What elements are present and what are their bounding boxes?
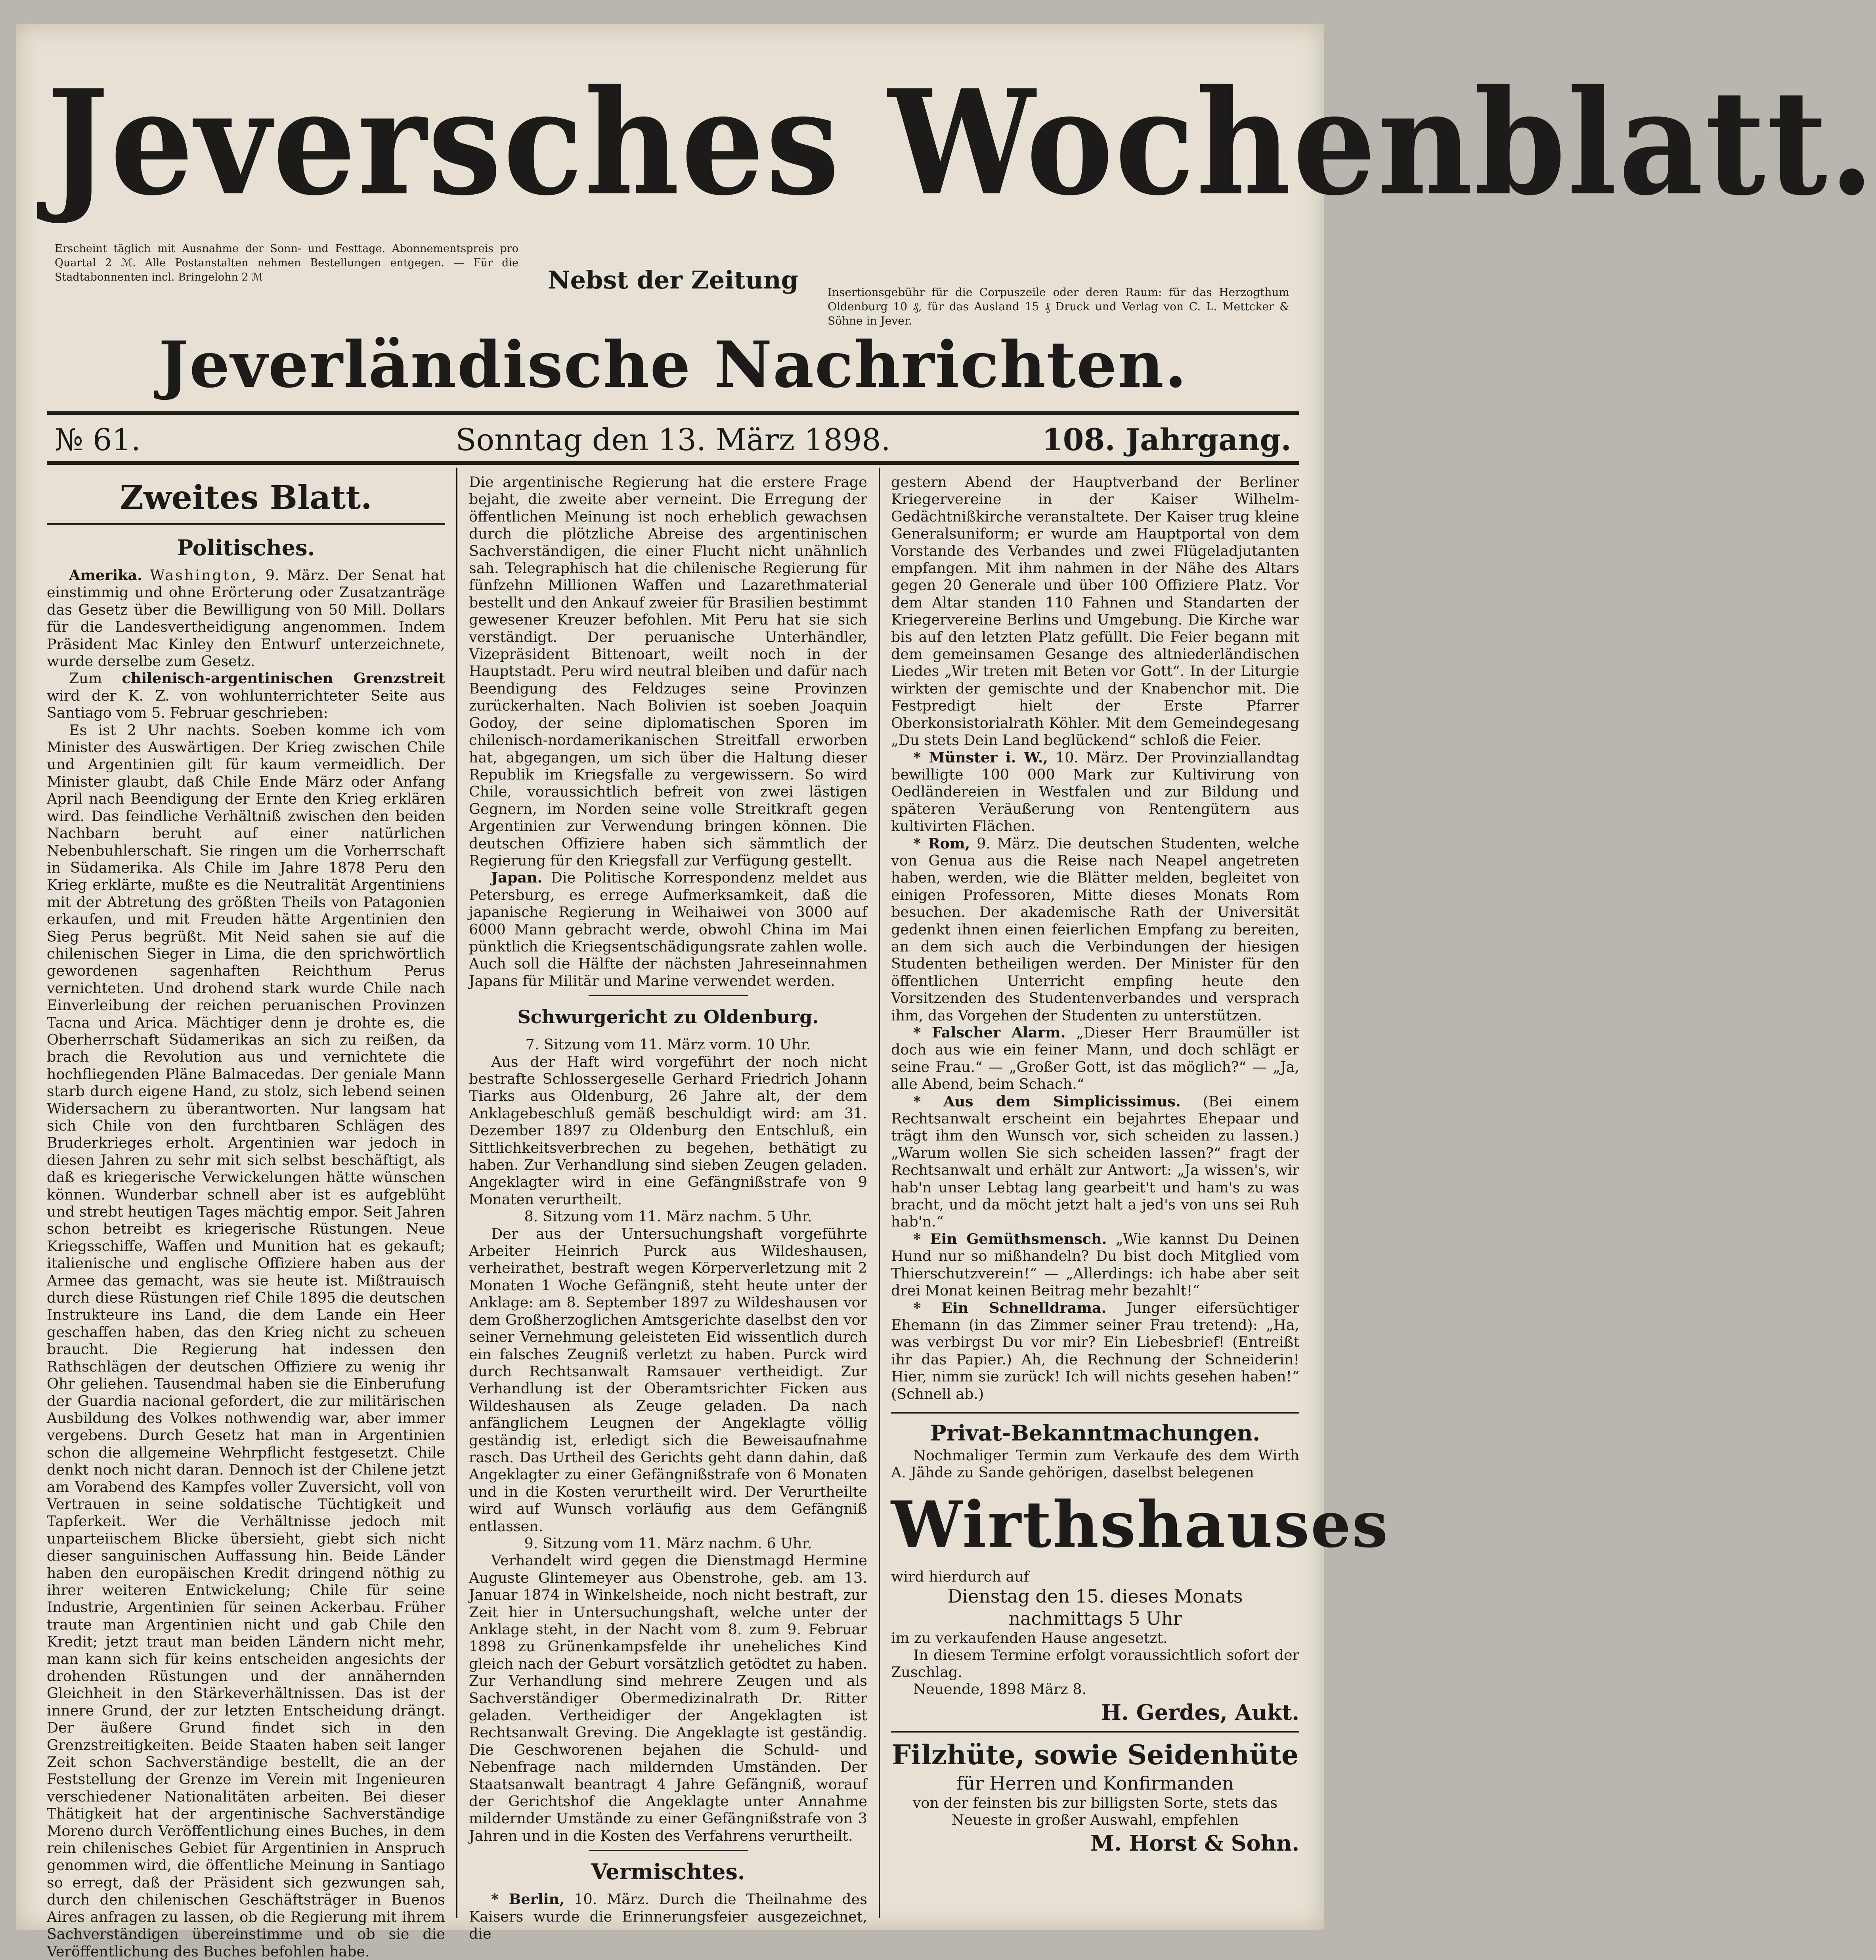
article-text: 10. März. Durch die Theilnahme des Kaisers wurde die Erinnerungsfeier ausgezeichnet, die xyxy=(469,1891,867,1943)
page-content xyxy=(47,24,1876,1960)
article-paragraph: Der aus der Untersuchungshaft vorgeführte Arbeiter Heinrich Purck aus Wildeshausen, verheirathet, bestraft wegen Körperverletzung mit 2 Monaten 1 Woche Gefängniß, steht heute unter der Anklage: am 8. September 1897 zu Wildeshausen vor dem Großherzoglichen Amtsgerichte daselbst den vor seiner Vernehmung geleisteten Eid wissentlich durch ein falsches Zeugniß verletzt zu haben. Purck wird durch Rechtsanwalt Ramsauer vertheidigt. Zur Verhandlung ist der Oberamtsrichter Ficken aus Wildeshausen als Zeuge geladen. Da nach anfänglichem Leugnen der Angeklagte völlig geständig ist, erledigt sich die Beweisaufnahme rasch. Das Urtheil des Gerichts geht dann dahin, daß Angeklagter zu einer Gefängnißstrafe von 6 Monaten und in die Kosten verurtheilt wird. Der Verurtheilte wird auf Wunsch vorläufig aus dem Gefängniß entlassen. xyxy=(469,1225,867,1535)
article-berlin xyxy=(469,1891,867,1942)
subscription-notice: Erscheint täglich mit Ausnahme der Sonn- und Festtage. Abonnementspreis pro Quartal 2 ℳ. Alle Postanstalten nehmen Bestellungen entgegen. — Für die Stadtabonnenten incl. Bringelohn 2 ℳ xyxy=(55,243,518,283)
article-paragraph: Es ist 2 Uhr nachts. Soeben komme ich vom Minister des Auswärtigen. Der Krieg zwischen Chile und Argentinien gilt für kaum vermeidlich. Der Minister glaubt, daß Chile Ende März oder Anfang April nach Beendigung der Ernte den Krieg erklären wird. Das feindliche Verhältniß zwischen den beiden Nachbarn beruht auf einer natürlichen Nebenbuhlerschaft. Sie ringen um die Vorherrschaft in Südamerika. Als Chile im Jahre 1878 Peru den Krieg erklärte, mußte es die Neutralität Argentiniens mit der Abtretung des größten Theils von Patagonien erkaufen, und mit Freuden hätte Argentinien den Sieg Perus begrüßt. Mit Neid sahen sie auf die chilenischen Sieger in Lima, die den sprichwörtlich gewordenen sagenhaften Reichthum Perus vernichteten. Und drohend stark wurde Chile nach Einverleibung der reichen peruanischen Provinzen Tacna und Arica. Mächtiger denn je drohte es, die Oberherrschaft Südamerikas an sich zu reißen, da brach die Revolution aus und vernichtete die hochfliegenden Pläne Balmacedas. Der geniale Mann starb durch eigene Hand, zu stolz, sich lebend seinen Widersachern zu überantworten. Nur langsam hat sich Chile von den furchtbaren Schlägen des Bruderkrieges erholt. Argentinien war jedoch in diesen Jahren zu sehr mit sich selbst beschäftigt, als daß es kriegerische Verwickelungen hätte wünschen können. Wunderbar schnell aber ist es aufgeblüht und strebt heutigen Tages mächtig empor. Seit Jahren schon betreibt es kriegerische Rüstungen. Neue Kriegsschiffe, Waffen und Munition hat es gekauft; italienische und englische Offiziere haben aus der Armee das gemacht, was sie heute ist. Mißtrauisch durch diese Rüstungen rief Chile 1895 die deutschen Instrukteure ins Land, die dem Lande ein Heer geschaffen haben, das den Krieg nicht zu scheuen braucht. Die Regierung hat indessen den Rathschlägen der deutschen Offiziere zu wenig ihr Ohr geliehen. Tausendmal haben sie die Einberufung der Guardia nacional gefordert, die zur militärischen Ausbildung des Volkes nothwendig war, aber immer vergebens. Durch Gesetz hat man in Argentinien schon die allgemeine Wehrpflicht festgesetzt. Chile denkt noch nicht daran. Dennoch ist der Chilene jetzt am Vorabend des Kampfes voller Zuversicht, voll von Vertrauen in seine soldatische Tüchtigkeit und Tapferkeit. Wer die Verhältnisse jedoch mit unparteiischem Blicke übersieht, giebt sich nicht dieser sanguinischen Auffassung hin. Beide Länder haben den europäischen Kredit dringend nöthig zu ihrer weiteren Entwickelung; Chile für seine Industrie, Argentinien für seinen Ackerbau. Früher traute man Argentinien nicht und gab Chile den Kredit; jetzt traut man beiden Ländern nicht mehr, man kann sich für keins entscheiden angesichts der drohenden Rüstungen und der annähernden Gleichheit in den Stärkeverhältnissen. Das ist der innere Grund, der zur letzten Entscheidung drängt. Der äußere Grund findet sich in den Grenzstreitigkeiten. Beide Staaten haben seit langer Zeit schon Sachverständige bestellt, die an der Feststellung der Grenze im Verein mit Ingenieuren verschiedener Nationalitäten arbeiten. Bei dieser Thätigkeit hat der argentinische Sachverständige Moreno durch Veröffentlichung eines Buches, in dem rein chilenisches Gebiet für Argentinien in Anspruch genommen wird, die öffentliche Meinung in Santiago so erregt, daß der Präsident sich gezwungen sah, durch den chilenischen Geschäftsträger in Buenos Aires anfragen zu lassen, ob die Regierung mit ihrem Sachverständigen übereinstimme und ob sie die Veröffentlichung des Buches befohlen habe. xyxy=(47,721,445,1960)
article-rom xyxy=(891,835,1299,1024)
article-text: „Dieser Herr Braumüller ist doch aus wie ein feiner Mann, und doch schlägt er seine Frau.“ — „Großer Gott, ist das möglich?“ — „Ja, alle Abend, beim Schach.“ xyxy=(891,1024,1299,1093)
article-japan xyxy=(469,869,867,990)
article-paragraph: Die argentinische Regierung hat die erstere Frage bejaht, die zweite aber verneint. Die Erregung der öffentlichen Meinung ist noch erheblich gewachsen durch die plötzliche Abreise des argentinischen Sachverständigen, die einer Flucht nicht unähnlich sah. Telegraphisch hat die chilenische Regierung für fünfzehn Millionen Waffen und Lazarethmaterial bestellt und den Ankauf zweier für Brasilien bestimmt gewesener Kreuzer befohlen. Mit Peru hat sie sich verständigt. Der peruanische Unterhändler, Vizepräsident Bittenoart, weilt noch in der Hauptstadt. Peru wird neutral bleiben und dafür nach Beendigung des Feldzuges seine Provinzen zurückerhalten. Nach Bolivien ist soeben Joaquin Godoy, der seine diplomatischen Sporen im chilenisch-nordamerikanischen Streitfall erworben hat, abgegangen, um sich über die Haltung dieser Republik im Kriegsfalle zu vergewissern. So wird Chile, voraussichtlich befreit von zwei lästigen Gegnern, im Norden seine volle Streitkraft gegen Argentinien zur Verwendung bringen können. Die deutschen Offiziere haben sich sämmtlich der Regierung für den Kriegsfall zur Verfügung gestellt. xyxy=(469,474,867,869)
column-2 xyxy=(469,474,867,1943)
article-paragraph: Aus der Haft wird vorgeführt der noch nicht bestrafte Schlossergeselle Gerhard Friedrich Johann Tiarks aus Oldenburg, 26 Jahre alt, der dem Anklagebeschluß gemäß beschuldigt wird: am 31. Dezember 1897 zu Oldenburg den Entschluß, ein Sittlichkeitsverbrechen zu begehen, bethätigt zu haben. Zur Verhandlung sind sieben Zeugen geladen. Angeklagter wird in eine Gefängnißstrafe von 9 Monaten verurtheilt. xyxy=(469,1053,867,1208)
ad-place-date: Neuende, 1898 März 8. xyxy=(913,1680,1087,1698)
ad-hats-signature: M. Horst & Sohn. xyxy=(1090,1830,1299,1856)
article-lead: * Ein Schnelldrama. xyxy=(913,1299,1107,1316)
article-text: Junger eifersüchtiger Ehemann (in das Zimmer seiner Frau tretend): „Ha, was verbirgst Du vor mir? Ein Liebesbrief! (Entreißt ihr das Papier.) Ah, die Rechnung der Schneiderin! Hier, nimm sie zurück! Ich will nichts gesehen haben!“ (Schnell ab.) xyxy=(891,1299,1299,1402)
article-schnelldrama xyxy=(891,1299,1299,1402)
ad-hats-text: von der feinsten bis zur billigsten Sorte, stets das Neueste in großer Auswahl, empfehlen xyxy=(912,1794,1278,1828)
article-grenzstreit xyxy=(47,670,445,721)
article-text: (Bei einem Rechtsanwalt erscheint ein bejahrtes Ehepaar und trägt ihm den Wunsch vor, sich scheiden zu lassen.) „Warum wollen Sie sich scheiden lassen?“ fragt der Rechtsanwalt und erhält zur Antwort: „Ja wissen's, wir hab'n unser Lebtag lang gearbeit't und ham's zu was bracht, und da möcht jetzt halt a jed's von uns sei Ruh hab'n.“ xyxy=(891,1093,1299,1230)
article-lead: * Rom, xyxy=(913,835,970,852)
supplement-notice: Nebst der Zeitung xyxy=(547,266,799,294)
article-paragraph: gestern Abend der Hauptverband der Berliner Kriegervereine in der Kaiser Wilhelm-Gedächtnißkirche veranstaltete. Der Kaiser trug kleine Generalsuniform; er wurde am Hauptportal von dem Vorstande des Verbandes und zwei Flügeladjutanten empfangen. Mit ihm nahmen in der Nähe des Altars gegen 20 Generale und über 100 Offiziere Platz. Vor dem Altar standen 110 Fahnen und Standarten der Kriegervereine Berlins und Umgebung. Die Kirche war bis auf den letzten Platz gefüllt. Die Feier begann mit dem gemeinsamen Gesange des altniederländischen Liedes „Wir treten mit Beten vor Gott“. In der Liturgie wirkten der gemischte und der Knabenchor mit. Die Festpredigt hielt der Erste Pfarrer Oberkonsistorialrath Köhler. Mit dem Gemeindegesang „Du stets Dein Land beglückend“ schloß die Feier. xyxy=(891,474,1299,749)
article-muenster xyxy=(891,749,1299,835)
article-lead: chilenisch-argentinischen Grenzstreit xyxy=(122,670,445,687)
dateline-top-rule xyxy=(47,411,1299,415)
dateline-bottom-rule xyxy=(47,461,1299,465)
article-text: „Wie kannst Du Deinen Hund nur so mißhandeln? Du bist doch Mitglied vom Thierschutzverein!“ — „Allerdings: ich habe aber seit drei Monat keinen Beitrag mehr bezahlt!“ xyxy=(891,1230,1299,1299)
issue-date: Sonntag den 13. März 1898. xyxy=(455,422,891,457)
session-heading: 8. Sitzung vom 11. März nachm. 5 Uhr. xyxy=(524,1208,812,1225)
column-3 xyxy=(891,474,1389,1916)
section-rule xyxy=(589,995,748,996)
ad-hats-sub: für Herren und Konfirmanden xyxy=(956,1772,1234,1794)
politics-heading: Politisches. xyxy=(177,535,315,560)
article-text: wird der K. Z. von wohlunterrichteter Seite aus Santiago vom 5. Februar geschrieben: xyxy=(47,687,445,722)
session-heading: 7. Sitzung vom 11. März vorm. 10 Uhr. xyxy=(525,1036,811,1053)
article-text: Zum xyxy=(69,670,102,687)
article-text: Die Politische Korrespondenz meldet aus Petersburg, es errege Aufmerksamkeit, daß die japanische Regierung in Weihaiwei von 3000 auf 6000 Mann gebracht werde, obwohl China im Mai pünktlich die Kriegsentschädigungsrate zahlen wolle. Auch soll die Hälfte der nächsten Jahreseinnahmen Japans für Militär und Marine verwendet werden. xyxy=(469,869,867,990)
article-lead: * Berlin, xyxy=(491,1891,564,1908)
court-heading: Schwurgericht zu Oldenburg. xyxy=(517,1006,819,1028)
column-divider xyxy=(456,468,457,1918)
article-simplicissimus xyxy=(891,1093,1299,1230)
ad-line: im zu verkaufenden Hause angesetzt. xyxy=(891,1629,1168,1647)
ad-headline: Wirthshauses xyxy=(891,1487,1389,1562)
ads-heading: Privat-Bekanntmachungen. xyxy=(930,1420,1260,1446)
ad-date: Dienstag den 15. dieses Monats xyxy=(947,1585,1243,1607)
ad-intro: Nochmaliger Termin zum Verkaufe des dem Wirth A. Jähde zu Sande gehörigen, daselbst belegenen xyxy=(891,1446,1299,1481)
article-gemuethsmensch xyxy=(891,1230,1299,1299)
article-lead: * Ein Gemüthsmensch. xyxy=(913,1230,1107,1247)
newspaper-page xyxy=(16,24,1876,1960)
dateline xyxy=(47,418,1299,462)
article-text: 9. März. Der Senat hat einstimmig und ohne Erörterung oder Zusatzanträge das Gesetz über die Bewilligung von 50 Mill. Dollars für die Landesvertheidigung angenommen. Indem Präsident Mac Kinley den Entwurf unterzeichnete, wurde derselbe zum Gesetz. xyxy=(47,567,446,670)
advertisements xyxy=(891,1412,1389,1858)
heading-rule xyxy=(47,523,445,525)
article-text: 10. März. Der Provinziallandtag bewilligte 100 000 Mark zur Kultivirung von Oedländereien in Westfalen und zur Bildung und späteren Veräußerung von Rentengütern aus kultivirten Flächen. xyxy=(891,749,1299,835)
column-1 xyxy=(47,474,446,1960)
ad-line: In diesem Termine erfolgt voraussichtlich sofort der Zuschlag. xyxy=(891,1646,1299,1681)
ad-line: wird hierdurch auf xyxy=(891,1568,1029,1585)
ad-hats-headline: Filzhüte, sowie Seidenhüte xyxy=(891,1739,1299,1771)
article-lead: Japan. xyxy=(491,869,543,886)
ad-signature: H. Gerdes, Aukt. xyxy=(1101,1699,1299,1725)
article-place: Washington, xyxy=(149,567,258,584)
advertising-notice: Insertionsgebühr für die Corpuszeile oder deren Raum: für das Herzogthum Oldenburg 10 ₰, für das Ausland 15 ₰ Druck und Verlag von C. L. Mettcker & Söhne in Jever. xyxy=(828,286,1289,327)
session-heading: 9. Sitzung vom 11. März nachm. 6 Uhr. xyxy=(524,1534,812,1552)
article-lead: * Münster i. W., xyxy=(913,749,1048,766)
ad-rule xyxy=(891,1412,1299,1414)
column-divider xyxy=(879,468,880,1918)
masthead-subtitle: Jeverländische Nachrichten. xyxy=(159,327,1188,402)
article-lead: * Aus dem Simplicissimus. xyxy=(913,1093,1181,1110)
second-sheet-heading: Zweites Blatt. xyxy=(120,479,372,517)
ad-rule xyxy=(891,1731,1299,1733)
issue-number: № 61. xyxy=(55,422,141,457)
article-text: 9. März. Die deutschen Studenten, welche von Genua aus die Reise nach Neapel angetreten haben, werden, wie die Blätter melden, begleitet von einigen Professoren, Mitte dieses Monats Rom besuchen. Der akademische Rath der Universität gedenkt ihnen einen feierlichen Empfang zu bereiten, an dem sich auch die Verbindungen der hiesigen Studenten betheiligen werden. Der Minister für den öffentlichen Unterricht empfing heute den Vorsitzenden des Studentenverbandes und versprach ihm, das Vorgehen der Studenten zu unterstützen. xyxy=(891,835,1299,1024)
article-paragraph: Verhandelt wird gegen die Dienstmagd Hermine Auguste Glintemeyer aus Obenstrohe, geb. am 13. Januar 1874 in Winkelsheide, noch nicht bestraft, zur Zeit hier in Untersuchungshaft, welche unter der Anklage steht, in der Nacht vom 8. zum 9. Februar 1898 zu Grünenkampsfelde ihr uneheliches Kind gleich nach der Geburt vorsätzlich getödtet zu haben. Zur Verhandlung sind mehrere Zeugen und als Sachverständiger Obermedizinalrath Dr. Ritter geladen. Vertheidiger der Angeklagten ist Rechtsanwalt Greving. Die Angeklagte ist geständig. Die Geschworenen bejahen die Schuld- und Nebenfrage nach mildernden Umständen. Der Staatsanwalt beantragt 4 Jahre Gefängniß, worauf der Gerichtshof die Angeklagte unter Annahme mildernder Umstände zu einer Gefängnißstrafe von 3 Jahren und in die Kosten des Verfahrens verurtheilt. xyxy=(469,1552,867,1844)
article-lead: * Falscher Alarm. xyxy=(913,1024,1066,1041)
volume-year: 108. Jahrgang. xyxy=(1042,422,1291,457)
ad-time: nachmittags 5 Uhr xyxy=(1008,1607,1182,1629)
masthead-title: Jeversches Wochenblatt. xyxy=(47,58,1876,227)
article-lead: Amerika. xyxy=(69,567,142,584)
section-rule xyxy=(589,1850,748,1851)
article-amerika xyxy=(47,567,445,670)
article-alarm xyxy=(891,1024,1299,1093)
miscellany-heading: Vermischtes. xyxy=(591,1859,745,1885)
